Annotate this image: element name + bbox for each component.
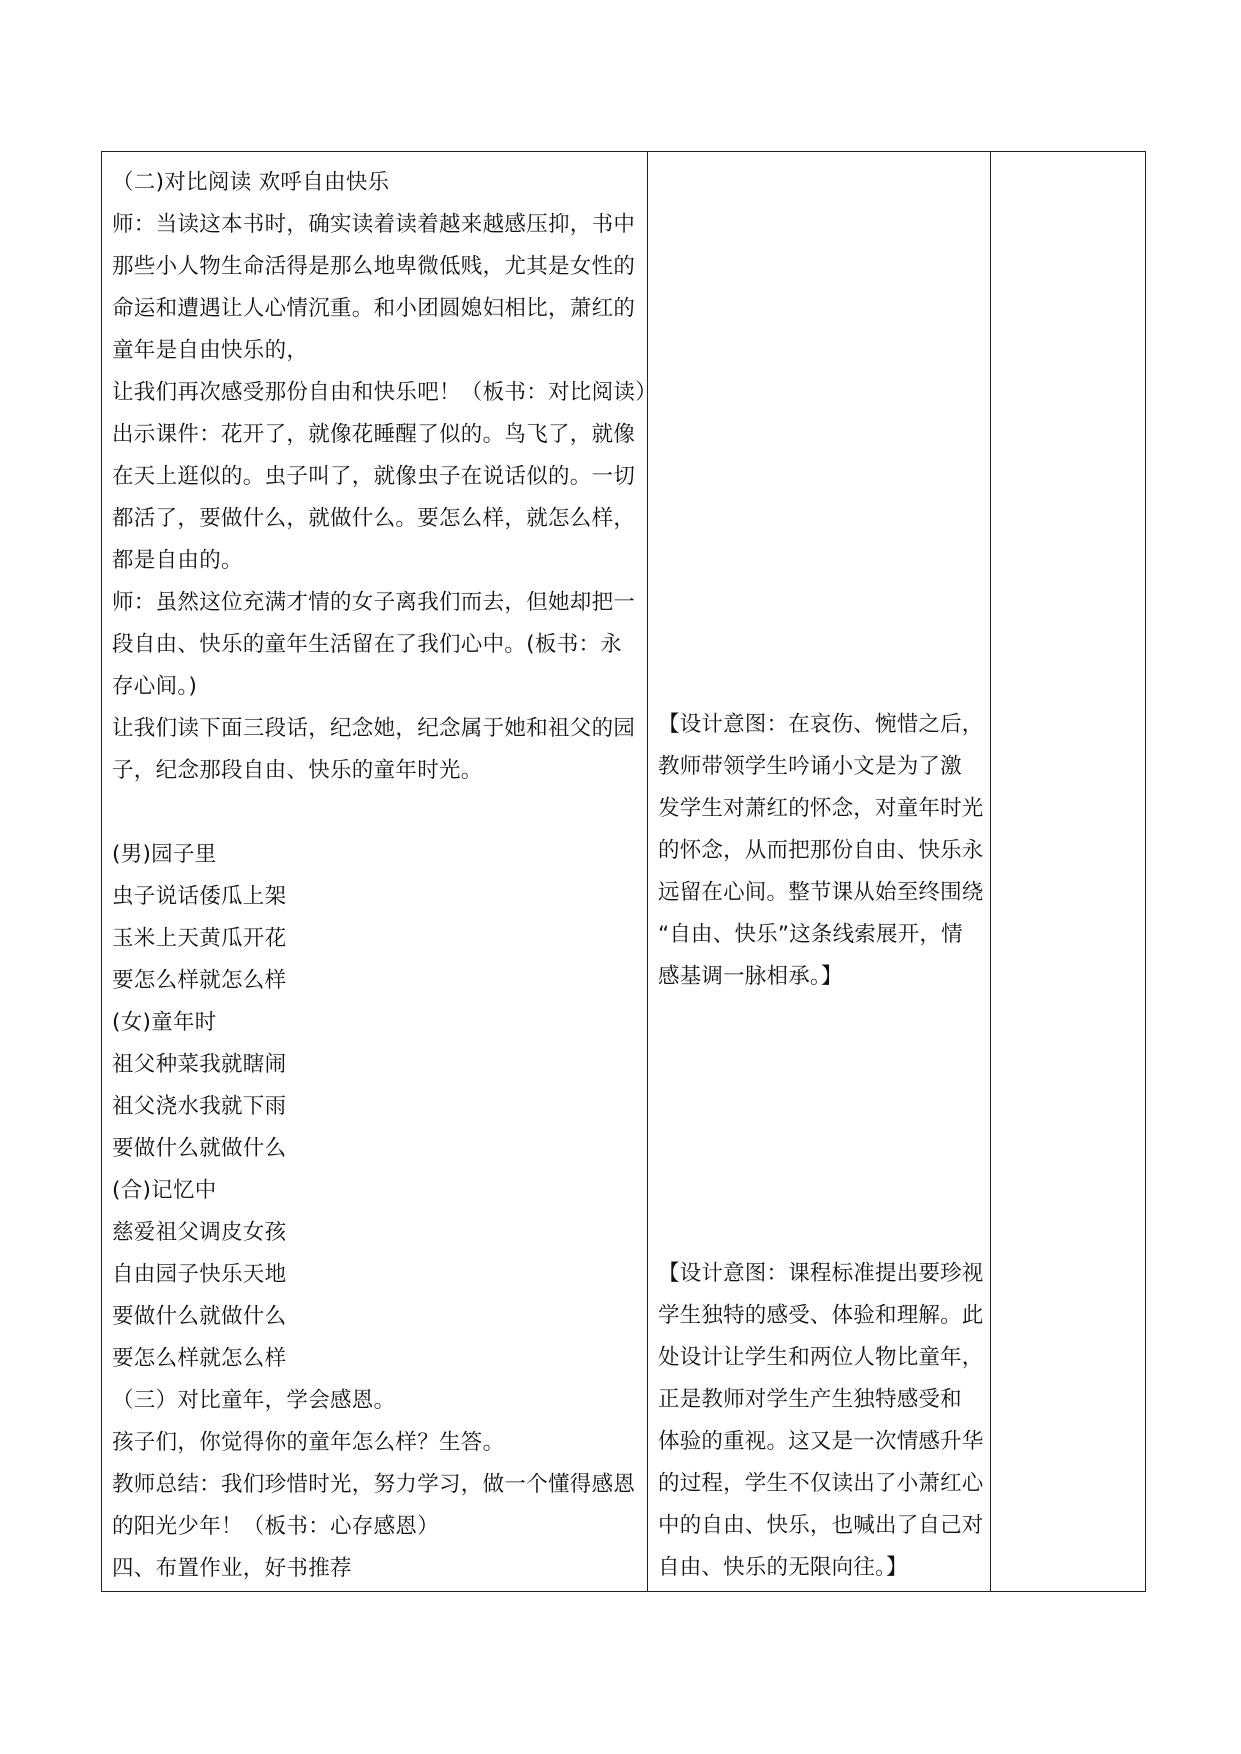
poem-line: 祖父浇水我就下雨 xyxy=(112,1094,287,1119)
text-line: 出示课件：花开了，就像花睡醒了似的。鸟飞了，就像 xyxy=(112,422,636,447)
text-line: 段自由、快乐的童年生活留在了我们心中。(板书：永 xyxy=(112,632,623,657)
blank-line xyxy=(112,792,642,834)
note-line: 自由、快乐的无限向往。】 xyxy=(658,1555,908,1580)
note-line: 正是教师对学生产生独特感受和 xyxy=(658,1387,962,1412)
text-line: 子，纪念那段自由、快乐的童年时光。 xyxy=(112,758,483,783)
poem-line: 慈爱祖父调皮女孩 xyxy=(112,1220,287,1245)
note-line: “自由、快乐”这条线索展开，情 xyxy=(658,922,963,947)
text-line: 都是自由的。 xyxy=(112,548,243,573)
text-line: 的阳光少年！（板书：心存感恩） xyxy=(112,1514,440,1539)
section-heading: 四、布置作业，好书推荐 xyxy=(112,1556,352,1581)
note-line: 远留在心间。整节课从始至终围绕 xyxy=(658,880,984,905)
note-line: 处设计让学生和两位人物比童年， xyxy=(658,1345,984,1370)
design-note-1 xyxy=(658,704,984,998)
note-line: 的过程，学生不仅读出了小萧红心 xyxy=(658,1471,984,1496)
design-note-2 xyxy=(658,1253,984,1589)
poem-line: 要做什么就做什么 xyxy=(112,1304,287,1329)
text-line: 都活了，要做什么，就做什么。要怎么样，就怎么样， xyxy=(112,506,636,531)
section-heading: （三）对比童年，学会感恩。 xyxy=(112,1388,396,1413)
text-line: 教师总结：我们珍惜时光，努力学习，做一个懂得感恩 xyxy=(112,1472,636,1497)
text-line: 童年是自由快乐的， xyxy=(112,338,309,363)
text-line: （二)对比阅读 欢呼自由快乐 xyxy=(112,170,390,195)
column-divider xyxy=(990,152,991,1591)
text-line: 让我们读下面三段话，纪念她，纪念属于她和祖父的园 xyxy=(112,716,636,741)
teaching-process-column xyxy=(112,152,658,1590)
poem-line: (男)园子里 xyxy=(112,842,217,867)
poem-line: 祖父种菜我就瞎闹 xyxy=(112,1052,287,1077)
poem-line: 要做什么就做什么 xyxy=(112,1136,287,1161)
column-divider xyxy=(647,152,648,1591)
note-line: 中的自由、快乐，也喊出了自己对 xyxy=(658,1513,984,1538)
note-line: 教师带领学生吟诵小文是为了激 xyxy=(658,754,962,779)
poem-line: 要怎么样就怎么样 xyxy=(112,1346,287,1371)
note-line: 体验的重视。这又是一次情感升华 xyxy=(658,1429,984,1454)
note-line: 的怀念，从而把那份自由、快乐永 xyxy=(658,838,984,863)
poem-line: 虫子说话倭瓜上架 xyxy=(112,884,287,909)
poem-line: 自由园子快乐天地 xyxy=(112,1262,287,1287)
poem-line: 玉米上天黄瓜开花 xyxy=(112,926,287,951)
note-line: 【设计意图：课程标准提出要珍视 xyxy=(658,1261,984,1286)
poem-line: (合)记忆中 xyxy=(112,1178,217,1203)
text-line: 让我们再次感受那份自由和快乐吧！（板书：对比阅读） xyxy=(112,380,658,405)
text-line: 在天上逛似的。虫子叫了，就像虫子在说话似的。一切 xyxy=(112,464,636,489)
text-line: 那些小人物生命活得是那么地卑微低贱，尤其是女性的 xyxy=(112,254,636,279)
note-line: 发学生对萧红的怀念，对童年时光 xyxy=(658,796,984,821)
text-line: 师：当读这本书时，确实读着读着越来越感压抑，书中 xyxy=(112,212,636,237)
note-line: 学生独特的感受、体验和理解。此 xyxy=(658,1303,984,1328)
note-line: 【设计意图：在哀伤、惋惜之后， xyxy=(658,712,984,737)
text-line: 存心间。) xyxy=(112,674,198,699)
note-line: 感基调一脉相承。】 xyxy=(658,964,843,989)
text-line: 命运和遭遇让人心情沉重。和小团圆媳妇相比，萧红的 xyxy=(112,296,636,321)
poem-line: 要怎么样就怎么样 xyxy=(112,968,287,993)
text-line: 孩子们，你觉得你的童年怎么样？生答。 xyxy=(112,1430,505,1455)
lesson-plan-table xyxy=(101,151,1146,1592)
text-line: 师：虽然这位充满才情的女子离我们而去，但她却把一 xyxy=(112,590,636,615)
poem-line: (女)童年时 xyxy=(112,1010,217,1035)
